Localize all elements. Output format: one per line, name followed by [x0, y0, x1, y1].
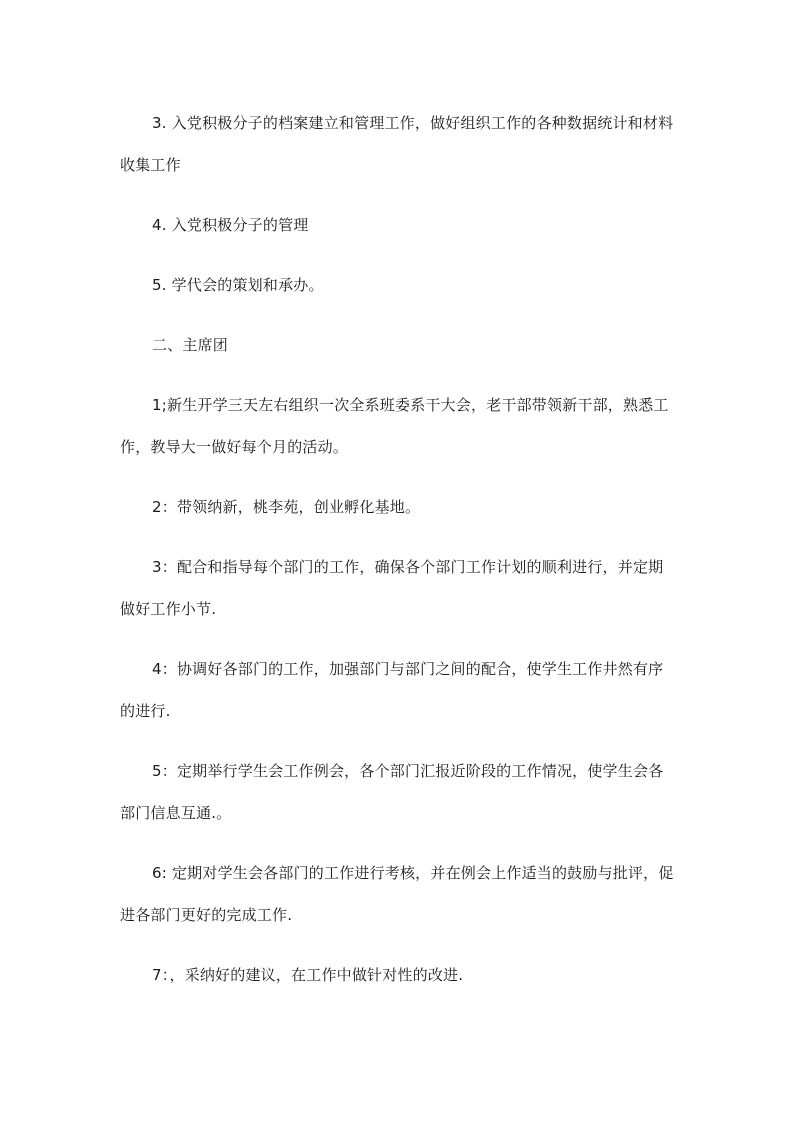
paragraph-duty-4: 4：协调好各部门的工作，加强部门与部门之间的配合，使学生工作井然有序的进行. — [120, 660, 664, 720]
paragraph-item-3-archive: 3. 入党积极分子的档案建立和管理工作，做好组织工作的各种数据统计和材料收集工作 — [120, 114, 674, 174]
paragraph-item-4-management: 4. 入党积极分子的管理 — [152, 216, 309, 234]
paragraph-duty-7: 7：，采纳好的建议，在工作中做针对性的改进. — [152, 966, 464, 984]
paragraph-duty-1: 1;新生开学三天左右组织一次全系班委系干大会，老干部带领新干部，熟悉工作，教导大一做好每个月的活动。 — [120, 396, 669, 456]
document-body — [120, 102, 676, 1014]
paragraph-duty-2: 2：带领纳新，桃李苑，创业孵化基地。 — [152, 498, 421, 516]
paragraph-item-5-congress: 5. 学代会的策划和承办。 — [152, 276, 324, 294]
section-heading-presidium: 二、主席团 — [152, 336, 229, 354]
paragraph-duty-3: 3：配合和指导每个部门的工作，确保各个部门工作计划的顺利进行，并定期做好工作小节. — [120, 558, 664, 618]
paragraph-duty-6: 6: 定期对学生会各部门的工作进行考核，并在例会上作适当的鼓励与批评，促进各部门更好的完成工作. — [120, 864, 674, 924]
paragraph-duty-5: 5：定期举行学生会工作例会，各个部门汇报近阶段的工作情况，使学生会各部门信息互通.。 — [120, 762, 664, 822]
